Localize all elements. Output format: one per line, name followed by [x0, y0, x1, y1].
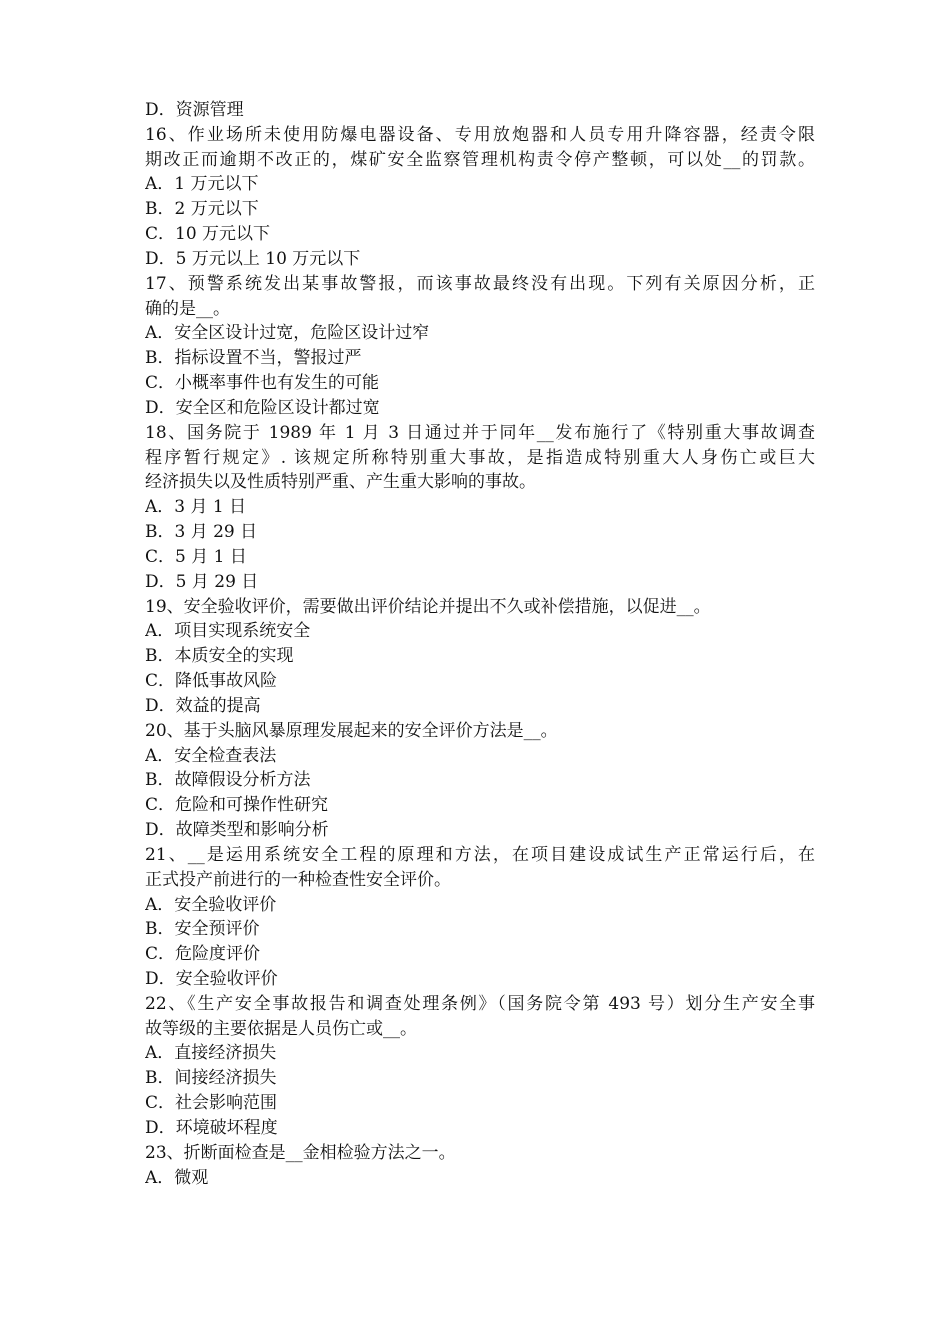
option-line: C．社会影响范围	[145, 1093, 278, 1114]
option-line: B．安全预评价	[145, 919, 260, 940]
option-line: A．安全检查表法	[145, 745, 277, 766]
question-21-line-2: 正式投产前进行的一种检查性安全评价。	[145, 869, 451, 890]
option-line: D．效益的提高	[145, 695, 261, 716]
question-16-line-2: 期改正而逾期不改正的，煤矿安全监察管理机构责令停产整顿，可以处__的罚款。	[145, 149, 815, 170]
option-line: A．安全区设计过宽，危险区设计过窄	[145, 323, 430, 344]
option-line: C．小概率事件也有发生的可能	[145, 373, 380, 394]
option-line: D．5 万元以上 10 万元以下	[145, 248, 361, 269]
question-18-line-1: 18、国务院于 1989 年 1 月 3 日通过并于同年__发布施行了《特别重大事故调查	[145, 422, 815, 443]
option-line: D．安全验收评价	[145, 968, 278, 989]
question-23-line-1: 23、折断面检查是__金相检验方法之一。	[145, 1142, 456, 1163]
option-line: A．直接经济损失	[145, 1043, 277, 1064]
option-line: B．故障假设分析方法	[145, 770, 311, 791]
option-line: C．降低事故风险	[145, 671, 278, 692]
option-line: B．3 月 29 日	[145, 522, 258, 543]
option-line: B．间接经济损失	[145, 1068, 277, 1089]
option-line: A．1 万元以下	[145, 174, 259, 195]
option-line: A．项目实现系统安全	[145, 621, 311, 642]
option-line: C．10 万元以下	[145, 224, 271, 245]
question-20-line-1: 20、基于头脑风暴原理发展起来的安全评价方法是__。	[145, 720, 558, 741]
option-line: B．2 万元以下	[145, 199, 259, 220]
option-line: A．3 月 1 日	[145, 497, 247, 518]
option-line: D．5 月 29 日	[145, 571, 259, 592]
question-19-line-1: 19、安全验收评价，需要做出评价结论并提出不久或补偿措施，以促进__。	[145, 596, 711, 617]
option-line: C．危险和可操作性研究	[145, 795, 329, 816]
option-line: B．指标设置不当，警报过严	[145, 348, 362, 369]
question-16-line-1: 16、作业场所未使用防爆电器设备、专用放炮器和人员专用升降容器，经责令限	[145, 124, 815, 145]
question-17-line-1: 17、预警系统发出某事故警报，而该事故最终没有出现。下列有关原因分析，正	[145, 273, 815, 294]
option-line: C．危险度评价	[145, 944, 261, 965]
option-line: D．环境破坏程度	[145, 1117, 278, 1138]
option-line: D．资源管理	[145, 100, 244, 120]
question-22-line-2: 故等级的主要依据是人员伤亡或__。	[145, 1018, 417, 1039]
option-line: D．安全区和危险区设计都过宽	[145, 397, 380, 418]
question-18-line-2: 程序暂行规定》. 该规定所称特别重大事故，是指造成特别重大人身伤亡或巨大	[145, 447, 815, 468]
question-22-line-1: 22、《生产安全事故报告和调查处理条例》（国务院令第 493 号）划分生产安全事	[145, 993, 815, 1014]
document-body	[145, 98, 815, 1190]
question-21-line-1: 21、__是运用系统安全工程的原理和方法，在项目建设成试生产正常运行后，在	[145, 844, 815, 865]
question-17-line-2: 确的是__。	[145, 298, 230, 319]
option-line: A．微观	[145, 1167, 209, 1188]
option-line: C．5 月 1 日	[145, 546, 247, 567]
question-18-line-3: 经济损失以及性质特别严重、产生重大影响的事故。	[145, 472, 536, 493]
option-line: A．安全验收评价	[145, 894, 277, 915]
option-line: B．本质安全的实现	[145, 646, 294, 667]
option-line: D．故障类型和影响分析	[145, 820, 329, 841]
